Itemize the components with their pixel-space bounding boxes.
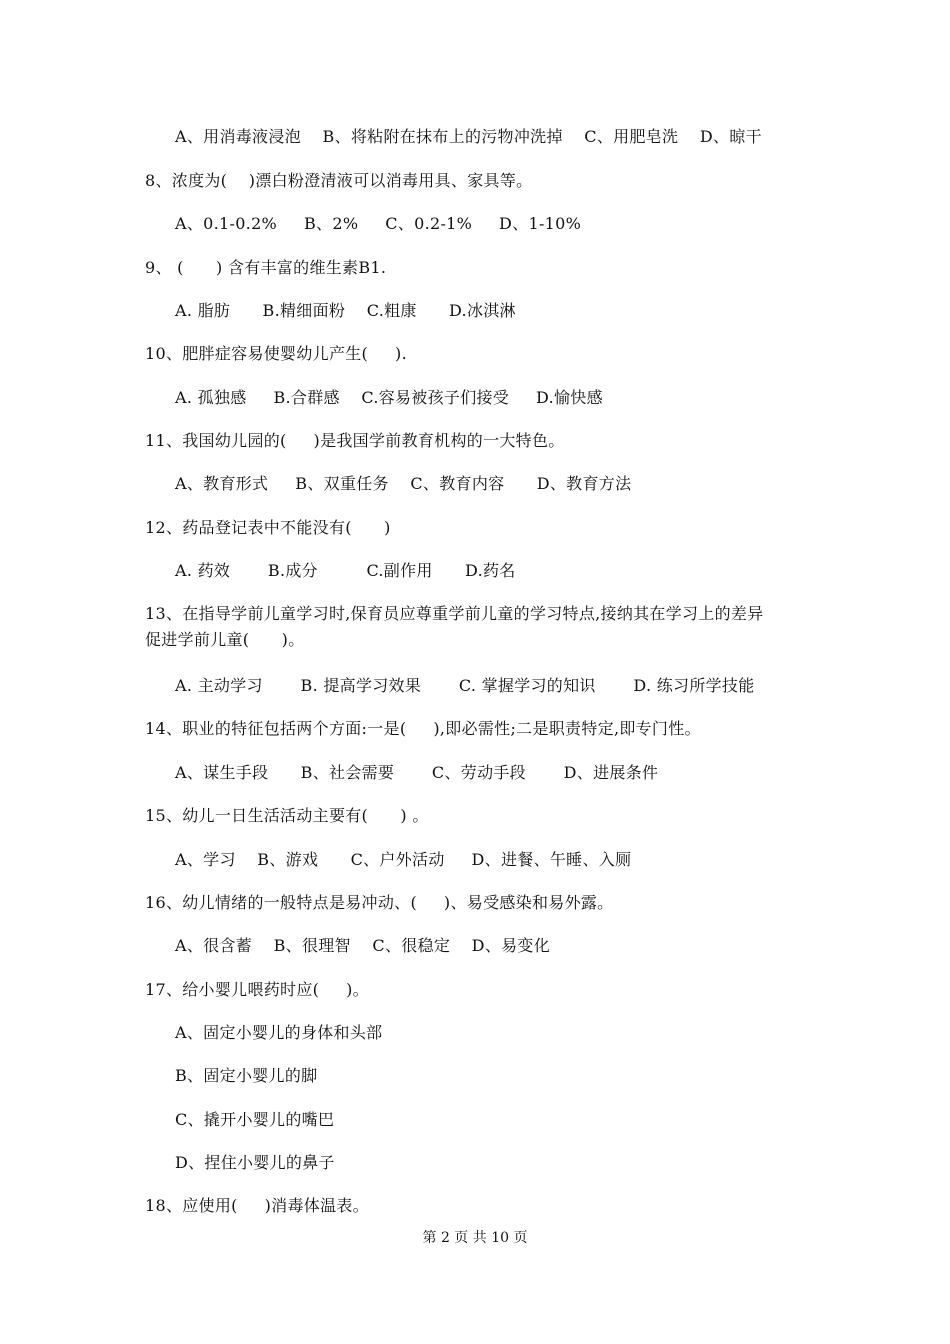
question-text: 18、应使用( )消毒体温表。 — [145, 1196, 369, 1215]
question-text: 8、浓度为( )漂白粉澄清液可以消毒用具、家具等。 — [145, 171, 533, 190]
question-text: 促进学前儿童( )。 — [145, 630, 305, 649]
option-text: A、用消毒液浸泡 B、将粘附在抹布上的污物冲洗掉 C、用肥皂洗 D、晾干 — [175, 127, 762, 146]
question-text: 11、我国幼儿园的( )是我国学前教育机构的一大特色。 — [145, 431, 565, 450]
option-text: A、很含蓄 B、很理智 C、很稳定 D、易变化 — [175, 936, 551, 955]
option-text: A、学习 B、游戏 C、户外活动 D、进餐、午睡、入厕 — [175, 850, 632, 869]
question-text: 17、给小婴儿喂药时应( )。 — [145, 980, 369, 999]
question-text: 15、幼儿一日生活活动主要有( ) 。 — [145, 806, 429, 825]
question-text: 14、职业的特征包括两个方面:一是( ),即必需性;二是职责特定,即专门性。 — [145, 719, 701, 738]
question-text: 13、在指导学前儿童学习时,保育员应尊重学前儿童的学习特点,接纳其在学习上的差异 — [145, 604, 764, 623]
option-text: A、0.1-0.2% B、2% C、0.2-1% D、1-10% — [175, 214, 582, 233]
option-text: A. 脂肪 B.精细面粉 C.粗康 D.冰淇淋 — [175, 301, 516, 320]
option-text: A、教育形式 B、双重任务 C、教育内容 D、教育方法 — [175, 474, 632, 493]
option-text: A. 药效 B.成分 C.副作用 D.药名 — [175, 561, 516, 580]
option-text: A. 主动学习 B. 提高学习效果 C. 掌握学习的知识 D. 练习所学技能 — [175, 676, 755, 695]
question-text: 10、肥胖症容易使婴幼儿产生( ). — [145, 344, 407, 363]
question-text: 12、药品登记表中不能没有( ) — [145, 518, 391, 537]
page-footer: 第 2 页 共 10 页 — [422, 1230, 528, 1246]
option-text: D、捏住小婴儿的鼻子 — [175, 1153, 335, 1172]
option-text: A、谋生手段 B、社会需要 C、劳动手段 D、进展条件 — [175, 763, 659, 782]
option-text: B、固定小婴儿的脚 — [175, 1066, 318, 1085]
option-text: A、固定小婴儿的身体和头部 — [175, 1023, 383, 1042]
option-text: A. 孤独感 B.合群感 C.容易被孩子们接受 D.愉快感 — [175, 388, 603, 407]
question-text: 16、幼儿情绪的一般特点是易冲动、( )、易受感染和易外露。 — [145, 893, 614, 912]
question-text: 9、 ( ) 含有丰富的维生素B1. — [145, 258, 387, 277]
option-text: C、撬开小婴儿的嘴巴 — [175, 1110, 335, 1129]
